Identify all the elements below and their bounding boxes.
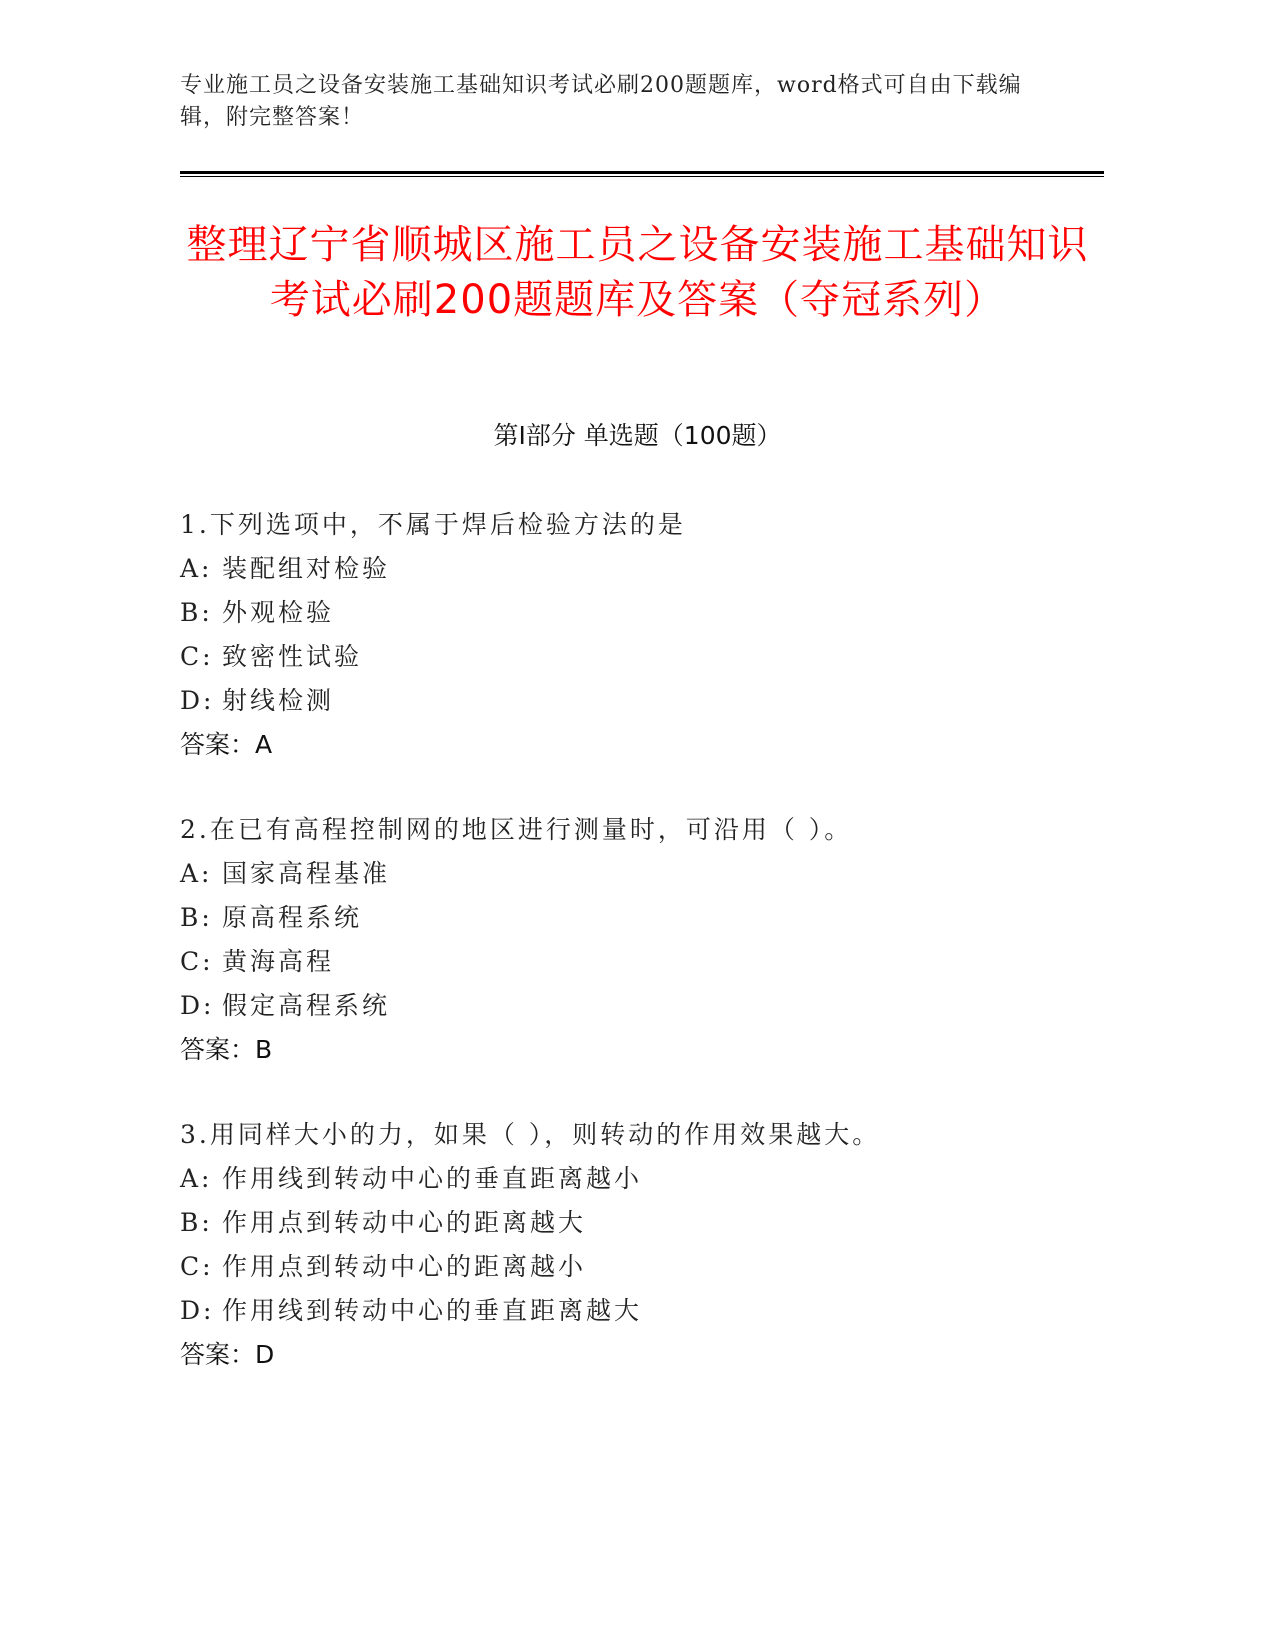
option-d bbox=[180, 1289, 1080, 1333]
option-text: 致密性试验 bbox=[222, 642, 363, 671]
option-c bbox=[180, 940, 1080, 984]
option-key: A: bbox=[180, 1164, 213, 1193]
answer-label: 答案： bbox=[180, 1035, 256, 1064]
option-text: 作用点到转动中心的距离越小 bbox=[222, 1252, 587, 1281]
option-key: B: bbox=[180, 1208, 213, 1237]
document-title: 整理辽宁省顺城区施工员之设备安装施工基础知识考试必刷200题题库及答案（夺冠系列） bbox=[186, 222, 1089, 323]
answer-value: A bbox=[255, 730, 273, 759]
answer-label: 答案： bbox=[180, 1340, 256, 1369]
option-b bbox=[180, 591, 1080, 635]
option-text: 原高程系统 bbox=[222, 903, 363, 932]
option-key: A: bbox=[180, 554, 213, 583]
option-key: C: bbox=[180, 1252, 214, 1281]
option-text: 射线检测 bbox=[222, 686, 335, 715]
option-b bbox=[180, 1201, 1080, 1245]
option-key: C: bbox=[180, 947, 214, 976]
option-key: C: bbox=[180, 642, 214, 671]
question-stem: 2.在已有高程控制网的地区进行测量时，可沿用（ ）。 bbox=[180, 815, 853, 844]
option-text: 黄海高程 bbox=[222, 947, 335, 976]
question-stem: 1.下列选项中，不属于焊后检验方法的是 bbox=[180, 510, 686, 539]
option-text: 作用线到转动中心的垂直距离越小 bbox=[222, 1164, 643, 1193]
option-text: 作用点到转动中心的距离越大 bbox=[222, 1208, 587, 1237]
header-rule-thick bbox=[180, 171, 1104, 174]
question-1 bbox=[180, 503, 1080, 767]
option-key: A: bbox=[180, 859, 213, 888]
option-text: 作用线到转动中心的垂直距离越大 bbox=[222, 1296, 643, 1325]
option-key: D: bbox=[180, 1296, 215, 1325]
option-text: 假定高程系统 bbox=[222, 991, 391, 1020]
question-stem: 3.用同样大小的力，如果（ ），则转动的作用效果越大。 bbox=[180, 1120, 881, 1149]
section-title: 第Ⅰ部分 单选题（100题） bbox=[493, 421, 782, 450]
option-text: 外观检验 bbox=[222, 598, 335, 627]
option-d bbox=[180, 984, 1080, 1028]
option-text: 国家高程基准 bbox=[222, 859, 391, 888]
option-a bbox=[180, 547, 1080, 591]
answer-line bbox=[180, 1333, 1080, 1377]
header-rule-thin bbox=[180, 176, 1104, 177]
option-key: D: bbox=[180, 991, 215, 1020]
option-text: 装配组对检验 bbox=[222, 554, 391, 583]
answer-value: B bbox=[255, 1035, 273, 1064]
answer-line bbox=[180, 723, 1080, 767]
question-3 bbox=[180, 1113, 1080, 1377]
option-a bbox=[180, 852, 1080, 896]
option-key: D: bbox=[180, 686, 215, 715]
option-key: B: bbox=[180, 598, 213, 627]
option-d bbox=[180, 679, 1080, 723]
question-2 bbox=[180, 808, 1080, 1072]
answer-line bbox=[180, 1028, 1080, 1072]
option-key: B: bbox=[180, 903, 213, 932]
option-c bbox=[180, 635, 1080, 679]
option-a bbox=[180, 1157, 1080, 1201]
answer-value: D bbox=[255, 1340, 275, 1369]
header-note: 专业施工员之设备安装施工基础知识考试必刷200题题库，word格式可自由下载编辑，附完整答案！ bbox=[180, 73, 1022, 130]
answer-label: 答案： bbox=[180, 730, 256, 759]
option-c bbox=[180, 1245, 1080, 1289]
option-b bbox=[180, 896, 1080, 940]
